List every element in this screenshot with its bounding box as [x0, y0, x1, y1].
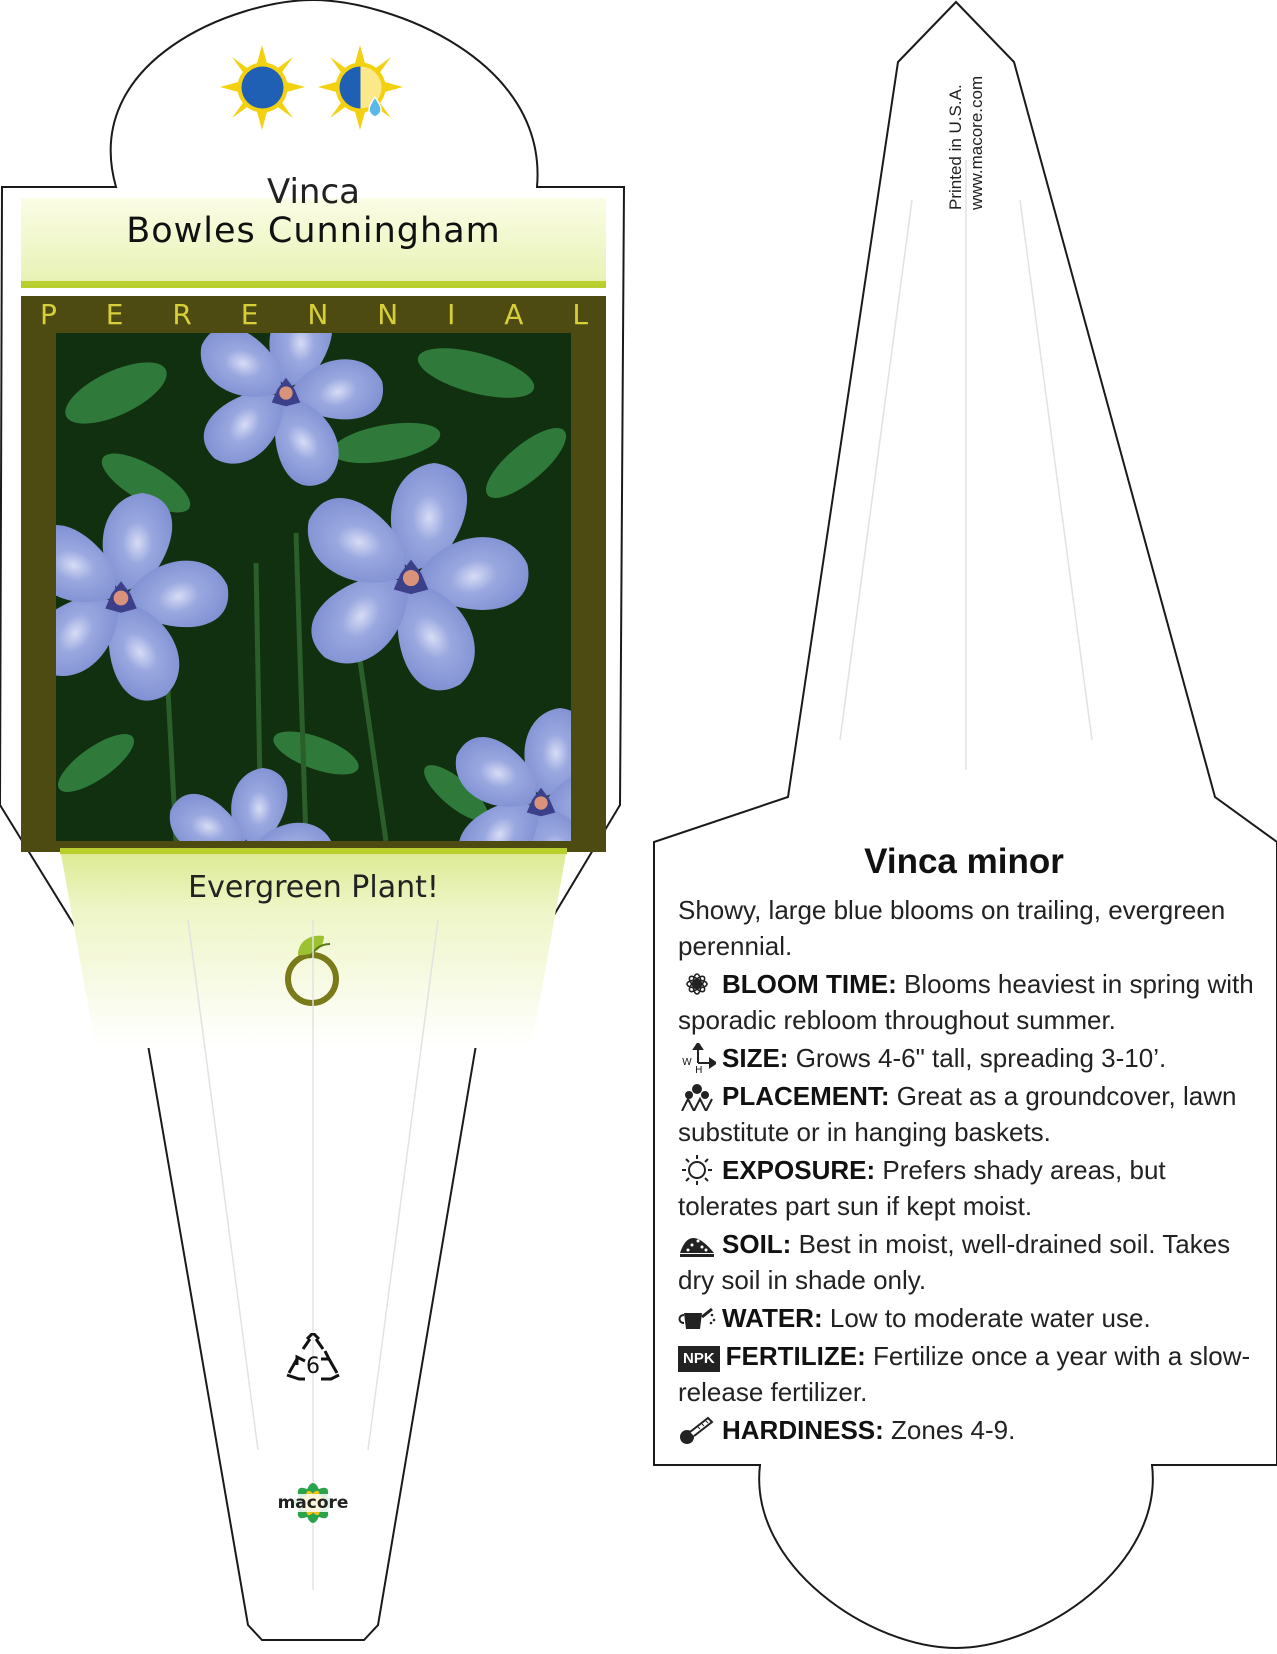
category-letter: P: [40, 297, 57, 331]
category-letter: I: [447, 297, 456, 331]
soil-text: Best in moist, well-drained soil. Takes dry soil in shade only.: [678, 1229, 1231, 1295]
watering-can-icon: [678, 1303, 716, 1333]
printed-in: Printed in U.S.A.: [946, 84, 965, 210]
category-letter: A: [504, 297, 524, 331]
common-name: Vinca: [266, 172, 361, 212]
description: Showy, large blue blooms on trailing, evergreen perennial.: [678, 895, 1226, 961]
category-letter: N: [377, 297, 399, 331]
svg-text:W: W: [682, 1057, 692, 1068]
category-letter: L: [572, 297, 588, 331]
fertilize-label: FERTILIZE:: [725, 1341, 866, 1371]
soil-row: [678, 1226, 1263, 1298]
botanical-name: Vinca minor: [864, 842, 1064, 881]
cultivar-name: Bowles Cunningham: [126, 211, 501, 251]
bloom-time-row: [678, 966, 1263, 1038]
macore-logo: [270, 1468, 356, 1538]
thermometer-icon: [678, 1415, 716, 1445]
bloom-label: BLOOM TIME:: [722, 969, 897, 999]
recycle-6-icon: [285, 1333, 341, 1383]
exposure-label: EXPOSURE:: [722, 1155, 876, 1185]
soil-label: SOIL:: [722, 1229, 792, 1259]
placement-text: Great as a groundcover, lawn substitute or in hanging baskets.: [678, 1081, 1237, 1147]
soil-mound-icon: [678, 1229, 716, 1259]
garden-placement-icon: [678, 1081, 716, 1111]
category-letter: R: [172, 297, 192, 331]
recycle-code: 6: [306, 1354, 320, 1379]
placement-label: PLACEMENT:: [722, 1081, 890, 1111]
size-dimensions-icon: [678, 1043, 716, 1073]
exposure-row: [678, 1152, 1263, 1224]
fertilize-text: Fertilize once a year with a slow-release fertilizer.: [678, 1341, 1251, 1407]
water-label: WATER:: [722, 1303, 823, 1333]
hardiness-text: Zones 4-9.: [891, 1415, 1016, 1445]
size-text: Grows 4-6" tall, spreading 3-10’.: [795, 1043, 1167, 1073]
exposure-text: Prefers shady areas, but tolerates part sun if kept moist.: [678, 1155, 1166, 1221]
flower-icon: [678, 969, 716, 999]
logo-text: macore: [277, 1493, 349, 1513]
hardiness-row: [678, 1412, 1263, 1448]
size-row: [678, 1040, 1263, 1076]
water-text: Low to moderate water use.: [829, 1303, 1151, 1333]
website: www.macore.com: [967, 75, 986, 210]
hardiness-label: HARDINESS:: [722, 1415, 884, 1445]
category-letter: N: [307, 297, 329, 331]
category-letter: E: [105, 297, 124, 331]
category-letter: E: [240, 297, 259, 331]
npk-fertilizer-icon: NPK: [678, 1346, 720, 1372]
care-info: [678, 892, 1263, 1448]
fertilize-row: [678, 1338, 1263, 1410]
placement-row: [678, 1078, 1263, 1150]
bloom-text: Blooms heaviest in spring with sporadic rebloom throughout summer.: [678, 969, 1254, 1035]
tagline: Evergreen Plant!: [188, 870, 439, 905]
print-info: [945, 76, 987, 210]
sun-exposure-icon: [678, 1155, 716, 1185]
svg-text:H: H: [695, 1065, 703, 1073]
water-row: [678, 1300, 1263, 1336]
size-label: SIZE:: [722, 1043, 789, 1073]
